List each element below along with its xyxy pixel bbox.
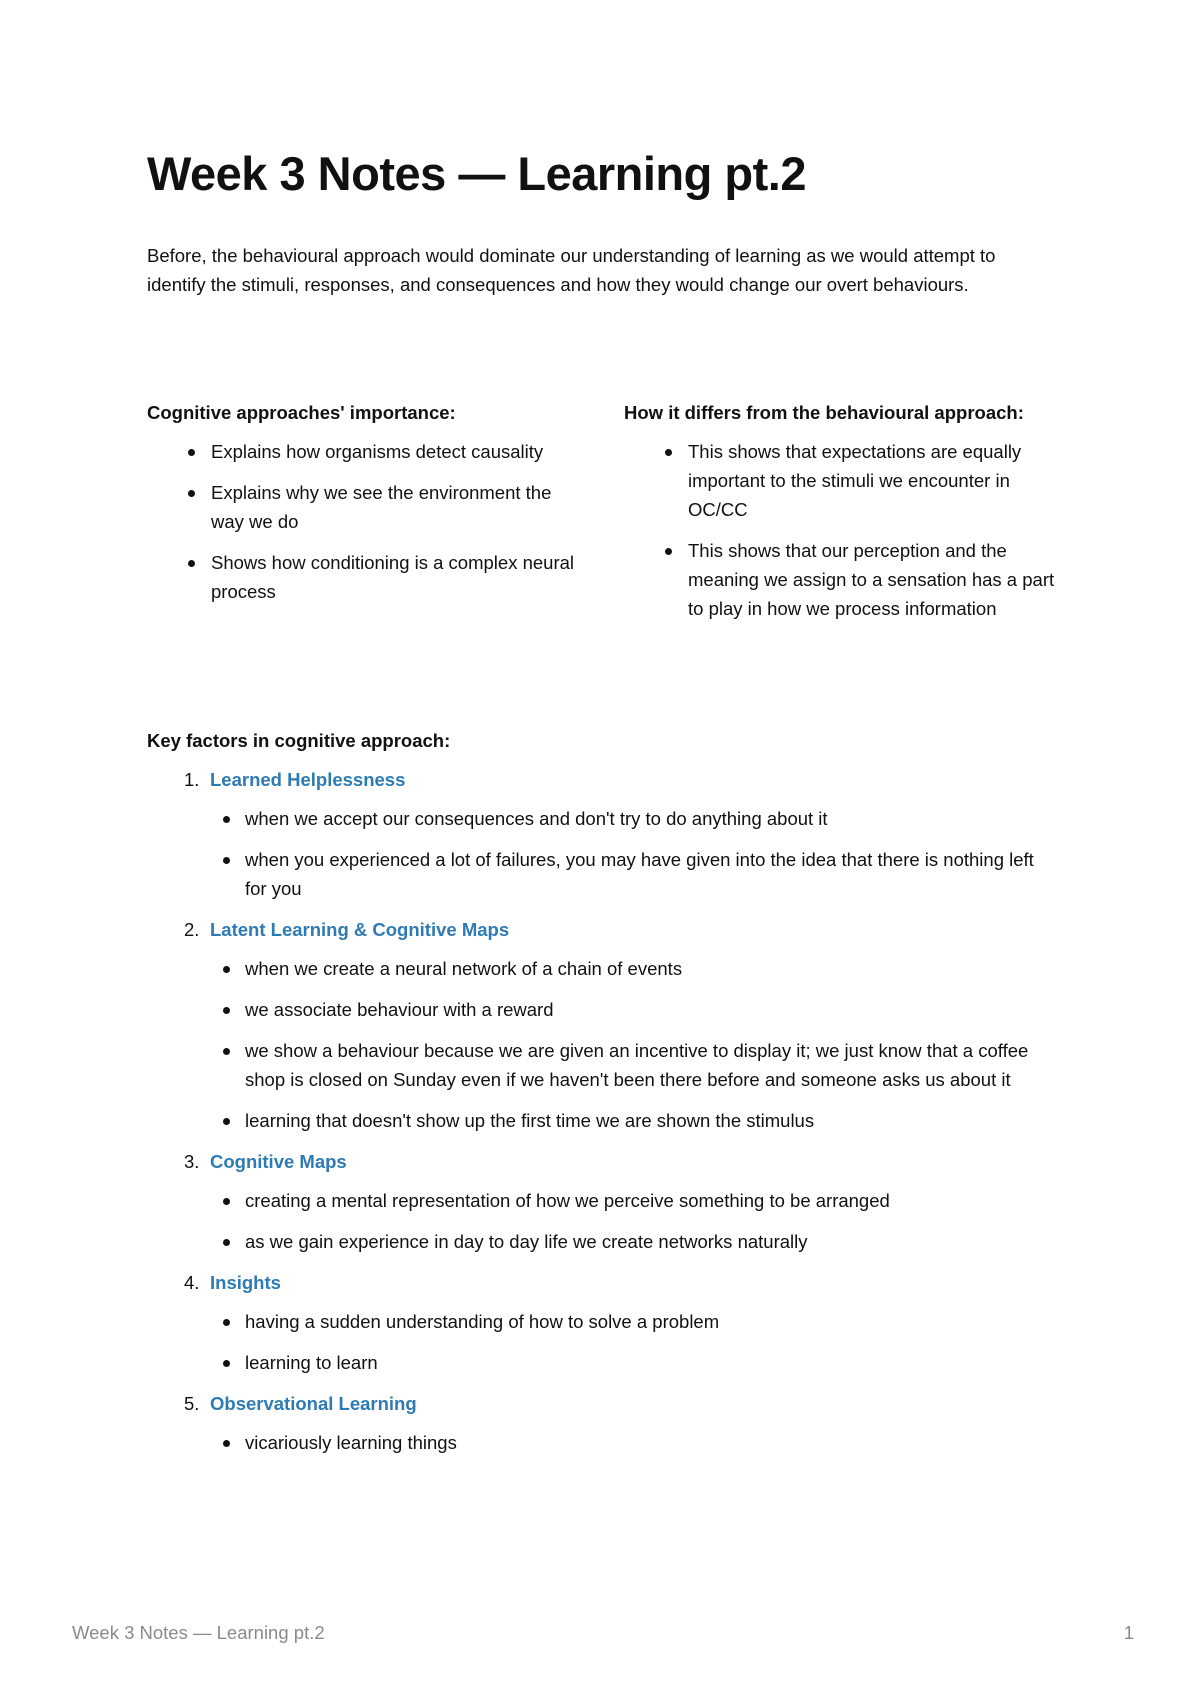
factor-item (147, 1147, 1057, 1256)
list-item: This shows that our perception and the meaning we assign to a sensation has a part to play in how we process information (624, 536, 1064, 623)
list-item: Shows how conditioning is a complex neural process (147, 548, 577, 606)
right-column-list (624, 437, 1064, 623)
list-item: Explains how organisms detect causality (147, 437, 577, 466)
list-item: creating a mental representation of how we perceive something to be arranged (147, 1186, 1057, 1215)
factor-heading (147, 765, 1057, 794)
factor-item (147, 915, 1057, 1135)
list-item: learning that doesn't show up the first time we are shown the stimulus (147, 1106, 1057, 1135)
right-column-heading: How it differs from the behavioural approach: (624, 402, 1024, 423)
factor-heading (147, 1389, 1057, 1418)
factor-name: Cognitive Maps (210, 1151, 347, 1172)
factor-number: 3. (184, 1151, 200, 1172)
left-column-list (147, 437, 577, 606)
factor-item (147, 1389, 1057, 1457)
factor-points (147, 804, 1057, 903)
list-item: when we accept our consequences and don't try to do anything about it (147, 804, 1057, 833)
list-item: Explains why we see the environment the way we do (147, 478, 577, 536)
right-column (624, 398, 1064, 635)
list-item: vicariously learning things (147, 1428, 1057, 1457)
list-item: having a sudden understanding of how to solve a problem (147, 1307, 1057, 1336)
list-item: we show a behaviour because we are given an incentive to display it; we just know that a coffee shop is closed on Sunday even if we haven't been there before and someone asks us about it (147, 1036, 1057, 1094)
list-item: when you experienced a lot of failures, you may have given into the idea that there is nothing left for you (147, 845, 1057, 903)
key-factors-heading: Key factors in cognitive approach: (147, 730, 451, 751)
list-item: we associate behaviour with a reward (147, 995, 1057, 1024)
factor-number: 2. (184, 919, 200, 940)
factor-points (147, 1307, 1057, 1377)
left-column (147, 398, 577, 618)
factor-item (147, 765, 1057, 903)
factor-points (147, 1428, 1057, 1457)
factor-points (147, 954, 1057, 1135)
factor-points (147, 1186, 1057, 1256)
factor-name: Learned Helplessness (210, 769, 406, 790)
factor-name: Observational Learning (210, 1393, 417, 1414)
key-factors-section (147, 726, 1057, 1469)
factor-heading (147, 1268, 1057, 1297)
page-title: Week 3 Notes — Learning pt.2 (147, 147, 806, 200)
factor-name: Latent Learning & Cognitive Maps (210, 919, 510, 940)
key-factors-list (147, 765, 1057, 1457)
factor-number: 4. (184, 1272, 200, 1293)
factor-number: 5. (184, 1393, 200, 1414)
factor-heading (147, 915, 1057, 944)
footer-page-number: 1 (1123, 1622, 1134, 1643)
factor-heading (147, 1147, 1057, 1176)
list-item: learning to learn (147, 1348, 1057, 1377)
factor-name: Insights (210, 1272, 281, 1293)
footer-doc-title: Week 3 Notes — Learning pt.2 (72, 1622, 325, 1643)
factor-item (147, 1268, 1057, 1377)
list-item: when we create a neural network of a chain of events (147, 954, 1057, 983)
left-column-heading: Cognitive approaches' importance: (147, 402, 456, 423)
intro-paragraph: Before, the behavioural approach would dominate our understanding of learning as we would attempt to identify the stimuli, responses, and consequences and how they would change our overt behaviours. (147, 245, 996, 295)
factor-number: 1. (184, 769, 200, 790)
list-item: This shows that expectations are equally important to the stimuli we encounter in OC/CC (624, 437, 1064, 524)
list-item: as we gain experience in day to day life we create networks naturally (147, 1227, 1057, 1256)
